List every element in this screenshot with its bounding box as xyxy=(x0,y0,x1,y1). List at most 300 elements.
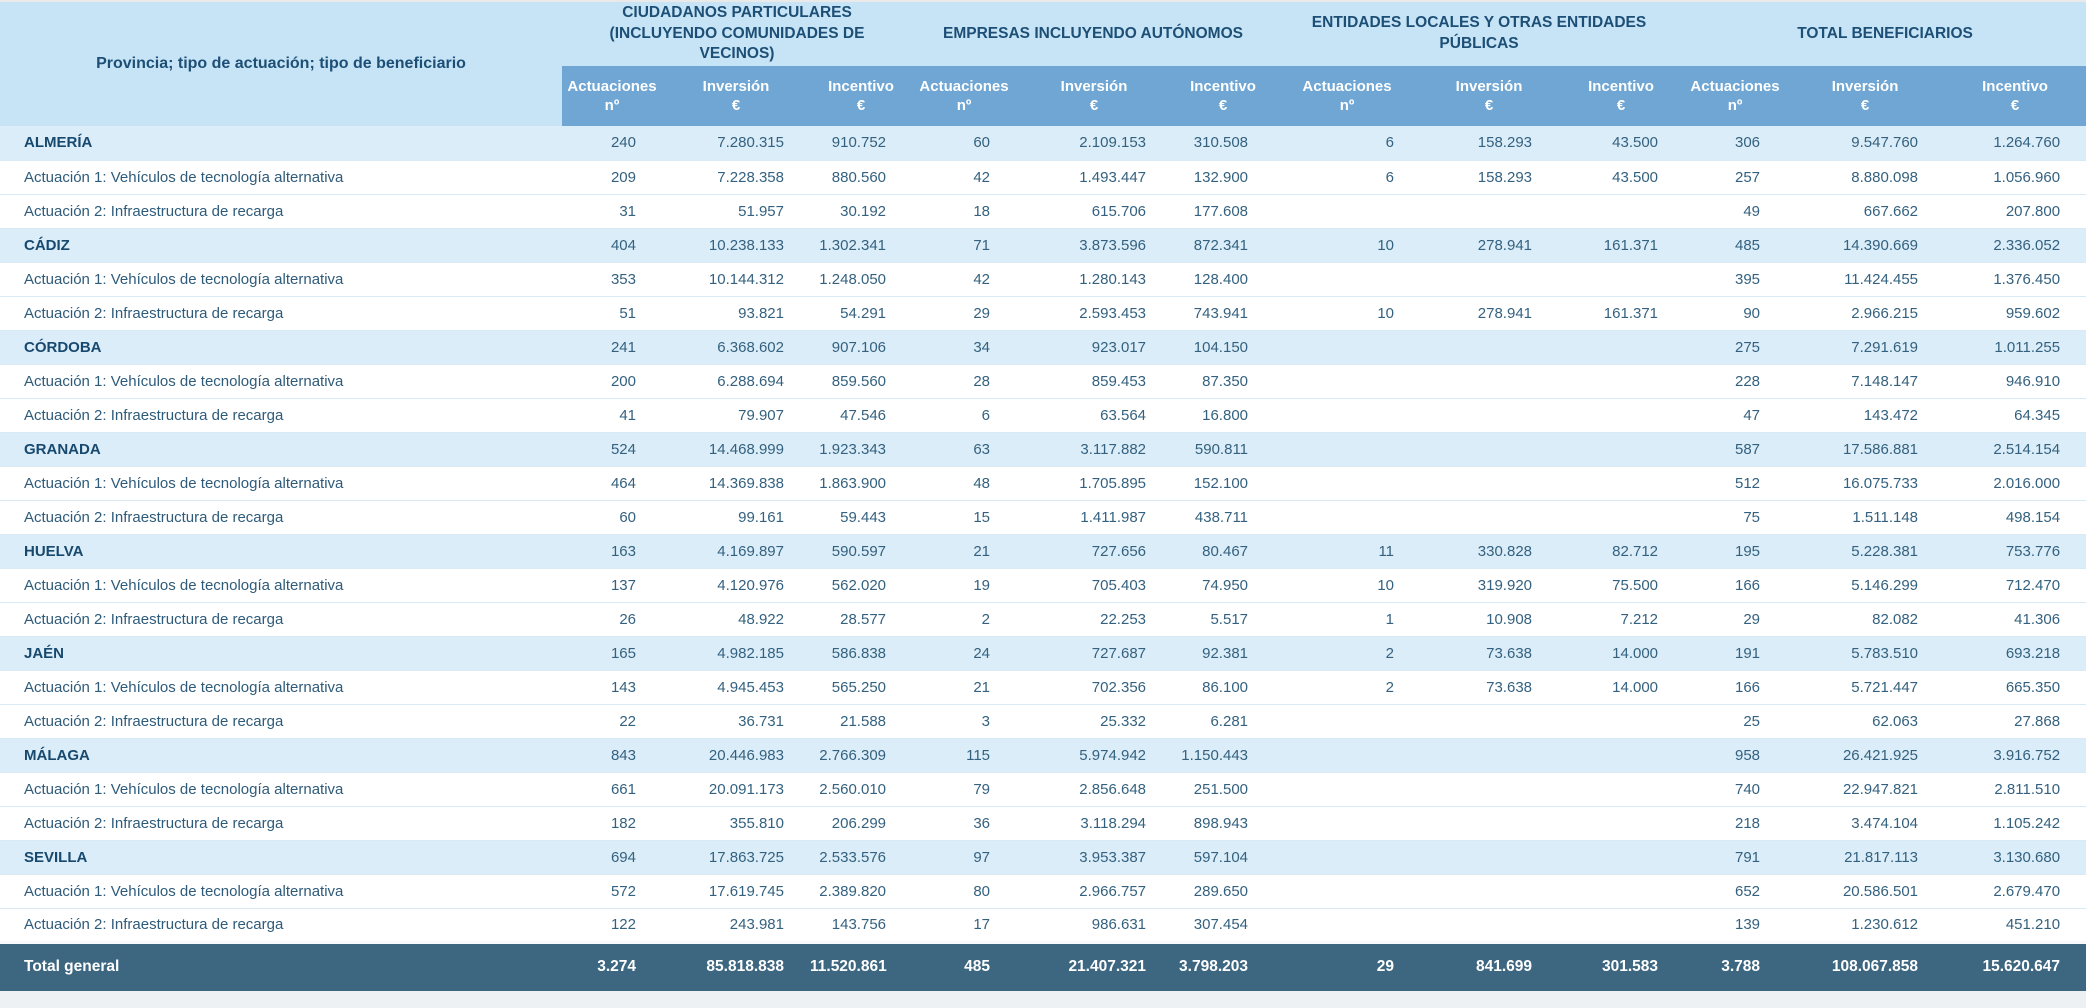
cell: 9.547.760 xyxy=(1786,126,1944,160)
cell xyxy=(1274,704,1420,738)
cell: 14.000 xyxy=(1558,636,1684,670)
cell: 158.293 xyxy=(1420,160,1558,194)
cell: 22 xyxy=(562,704,662,738)
cell: 289.650 xyxy=(1172,874,1274,908)
row-label: Actuación 2: Infraestructura de recarga xyxy=(0,398,562,432)
cell: 11.520.861 xyxy=(810,942,912,991)
row-label: Actuación 2: Infraestructura de recarga xyxy=(0,704,562,738)
cell: 4.945.453 xyxy=(662,670,810,704)
cell: 859.560 xyxy=(810,364,912,398)
cell: 132.900 xyxy=(1172,160,1274,194)
cell: 21 xyxy=(912,534,1016,568)
cell xyxy=(1420,262,1558,296)
cell: 275 xyxy=(1684,330,1786,364)
cell: 20.091.173 xyxy=(662,772,810,806)
cell: 986.631 xyxy=(1016,908,1172,942)
cell: 910.752 xyxy=(810,126,912,160)
cell: 5.721.447 xyxy=(1786,670,1944,704)
cell: 3.916.752 xyxy=(1944,738,2086,772)
subheader-actuaciones-g1: Actuaciones nº xyxy=(562,66,662,126)
cell: 907.106 xyxy=(810,330,912,364)
cell: 10.144.312 xyxy=(662,262,810,296)
row-label: CÁDIZ xyxy=(0,228,562,262)
total-row xyxy=(0,942,2086,991)
cell: 1.511.148 xyxy=(1786,500,1944,534)
cell: 7.148.147 xyxy=(1786,364,1944,398)
cell: 42 xyxy=(912,262,1016,296)
cell: 41.306 xyxy=(1944,602,2086,636)
cell: 19 xyxy=(912,568,1016,602)
cell: 2.966.757 xyxy=(1016,874,1172,908)
cell: 14.369.838 xyxy=(662,466,810,500)
table-row xyxy=(0,670,2086,704)
cell: 209 xyxy=(562,160,662,194)
table-row-sevilla xyxy=(0,840,2086,874)
cell: 587 xyxy=(1684,432,1786,466)
cell: 3.474.104 xyxy=(1786,806,1944,840)
subheader-inversion-g4: Inversión € xyxy=(1786,66,1944,126)
table-row xyxy=(0,466,2086,500)
table-row xyxy=(0,160,2086,194)
cell: 1.230.612 xyxy=(1786,908,1944,942)
cell xyxy=(1274,908,1420,942)
table-header xyxy=(0,2,2086,126)
cell: 152.100 xyxy=(1172,466,1274,500)
table-row-granada xyxy=(0,432,2086,466)
table-row xyxy=(0,568,2086,602)
cell: 47 xyxy=(1684,398,1786,432)
cell: 218 xyxy=(1684,806,1786,840)
cell: 143 xyxy=(562,670,662,704)
cell xyxy=(1558,806,1684,840)
cell: 17.619.745 xyxy=(662,874,810,908)
subheader-inversion-g1: Inversión € xyxy=(662,66,810,126)
cell: 60 xyxy=(562,500,662,534)
cell: 207.800 xyxy=(1944,194,2086,228)
cell: 195 xyxy=(1684,534,1786,568)
cell: 2.766.309 xyxy=(810,738,912,772)
cell: 395 xyxy=(1684,262,1786,296)
cell: 85.818.838 xyxy=(662,942,810,991)
cell: 498.154 xyxy=(1944,500,2086,534)
cell: 51 xyxy=(562,296,662,330)
cell: 1.376.450 xyxy=(1944,262,2086,296)
cell: 87.350 xyxy=(1172,364,1274,398)
cell: 753.776 xyxy=(1944,534,2086,568)
cell: 51.957 xyxy=(662,194,810,228)
cell xyxy=(1420,772,1558,806)
cell: 694 xyxy=(562,840,662,874)
cell: 1.705.895 xyxy=(1016,466,1172,500)
cell: 3.788 xyxy=(1684,942,1786,991)
cell: 880.560 xyxy=(810,160,912,194)
cell xyxy=(1274,330,1420,364)
table-row-jaen xyxy=(0,636,2086,670)
cell xyxy=(1274,466,1420,500)
row-header-label: Provincia; tipo de actuación; tipo de beneficiario xyxy=(0,2,562,126)
cell xyxy=(1558,432,1684,466)
table-row xyxy=(0,704,2086,738)
cell: 17.586.881 xyxy=(1786,432,1944,466)
cell: 48 xyxy=(912,466,1016,500)
cell: 200 xyxy=(562,364,662,398)
cell: 24 xyxy=(912,636,1016,670)
cell: 2.560.010 xyxy=(810,772,912,806)
cell: 2.389.820 xyxy=(810,874,912,908)
cell: 36.731 xyxy=(662,704,810,738)
cell: 562.020 xyxy=(810,568,912,602)
cell: 161.371 xyxy=(1558,228,1684,262)
cell: 355.810 xyxy=(662,806,810,840)
cell: 63 xyxy=(912,432,1016,466)
subheader-inversion-g2: Inversión € xyxy=(1016,66,1172,126)
cell: 21 xyxy=(912,670,1016,704)
cell: 843 xyxy=(562,738,662,772)
cell: 137 xyxy=(562,568,662,602)
cell: 727.656 xyxy=(1016,534,1172,568)
cell: 82.082 xyxy=(1786,602,1944,636)
row-label: Actuación 2: Infraestructura de recarga xyxy=(0,806,562,840)
cell: 615.706 xyxy=(1016,194,1172,228)
cell: 92.381 xyxy=(1172,636,1274,670)
cell: 143.756 xyxy=(810,908,912,942)
cell xyxy=(1558,908,1684,942)
cell xyxy=(1558,398,1684,432)
cell: 15 xyxy=(912,500,1016,534)
cell: 10 xyxy=(1274,296,1420,330)
row-label: Actuación 1: Vehículos de tecnología alternativa xyxy=(0,874,562,908)
cell: 512 xyxy=(1684,466,1786,500)
cell: 712.470 xyxy=(1944,568,2086,602)
cell: 54.291 xyxy=(810,296,912,330)
cell: 49 xyxy=(1684,194,1786,228)
cell xyxy=(1274,738,1420,772)
cell: 958 xyxy=(1684,738,1786,772)
cell: 743.941 xyxy=(1172,296,1274,330)
cell: 3 xyxy=(912,704,1016,738)
column-group-1: CIUDADANOS PARTICULARES (INCLUYENDO COMUNIDADES DE VECINOS) xyxy=(562,2,912,66)
cell: 6 xyxy=(1274,126,1420,160)
cell: 79.907 xyxy=(662,398,810,432)
cell: 15.620.647 xyxy=(1944,942,2086,991)
cell: 565.250 xyxy=(810,670,912,704)
cell: 702.356 xyxy=(1016,670,1172,704)
table-row xyxy=(0,364,2086,398)
cell: 16.075.733 xyxy=(1786,466,1944,500)
row-label: Actuación 2: Infraestructura de recarga xyxy=(0,194,562,228)
cell: 353 xyxy=(562,262,662,296)
cell: 3.798.203 xyxy=(1172,942,1274,991)
cell: 1.923.343 xyxy=(810,432,912,466)
cell: 74.950 xyxy=(1172,568,1274,602)
cell: 28 xyxy=(912,364,1016,398)
cell: 191 xyxy=(1684,636,1786,670)
cell: 438.711 xyxy=(1172,500,1274,534)
row-label: HUELVA xyxy=(0,534,562,568)
cell: 667.662 xyxy=(1786,194,1944,228)
column-group-3: ENTIDADES LOCALES Y OTRAS ENTIDADES PÚBLICAS xyxy=(1274,2,1684,66)
column-group-row xyxy=(0,2,2086,66)
cell: 29 xyxy=(912,296,1016,330)
cell xyxy=(1274,194,1420,228)
cell: 29 xyxy=(1274,942,1420,991)
cell: 2.109.153 xyxy=(1016,126,1172,160)
cell: 740 xyxy=(1684,772,1786,806)
subheader-actuaciones-g4: Actuaciones nº xyxy=(1684,66,1786,126)
cell: 590.597 xyxy=(810,534,912,568)
cell: 586.838 xyxy=(810,636,912,670)
cell xyxy=(1274,364,1420,398)
cell: 6.288.694 xyxy=(662,364,810,398)
cell: 42 xyxy=(912,160,1016,194)
table-row xyxy=(0,296,2086,330)
cell: 36 xyxy=(912,806,1016,840)
subheader-incentivo-g1: Incentivo € xyxy=(810,66,912,126)
cell: 43.500 xyxy=(1558,160,1684,194)
row-label: JAÉN xyxy=(0,636,562,670)
cell: 10.908 xyxy=(1420,602,1558,636)
cell: 5.517 xyxy=(1172,602,1274,636)
cell: 64.345 xyxy=(1944,398,2086,432)
cell xyxy=(1420,364,1558,398)
cell xyxy=(1420,466,1558,500)
cell: 652 xyxy=(1684,874,1786,908)
row-label: GRANADA xyxy=(0,432,562,466)
cell: 2 xyxy=(912,602,1016,636)
cell: 4.982.185 xyxy=(662,636,810,670)
cell xyxy=(1274,874,1420,908)
cell: 1.302.341 xyxy=(810,228,912,262)
cell: 16.800 xyxy=(1172,398,1274,432)
cell: 206.299 xyxy=(810,806,912,840)
cell: 41 xyxy=(562,398,662,432)
cell: 7.280.315 xyxy=(662,126,810,160)
cell: 29 xyxy=(1684,602,1786,636)
cell: 22.947.821 xyxy=(1786,772,1944,806)
cell: 4.120.976 xyxy=(662,568,810,602)
cell xyxy=(1558,704,1684,738)
column-group-4: TOTAL BENEFICIARIOS xyxy=(1684,2,2086,66)
table-body xyxy=(0,126,2086,991)
cell: 451.210 xyxy=(1944,908,2086,942)
cell: 163 xyxy=(562,534,662,568)
cell xyxy=(1558,738,1684,772)
cell xyxy=(1274,500,1420,534)
cell: 2.593.453 xyxy=(1016,296,1172,330)
cell: 319.920 xyxy=(1420,568,1558,602)
cell: 73.638 xyxy=(1420,670,1558,704)
subheader-incentivo-g2: Incentivo € xyxy=(1172,66,1274,126)
row-label: Actuación 1: Vehículos de tecnología alternativa xyxy=(0,262,562,296)
cell: 1.264.760 xyxy=(1944,126,2086,160)
cell: 2.966.215 xyxy=(1786,296,1944,330)
cell: 1.863.900 xyxy=(810,466,912,500)
row-label: Actuación 1: Vehículos de tecnología alternativa xyxy=(0,772,562,806)
cell xyxy=(1558,330,1684,364)
table-row xyxy=(0,602,2086,636)
subheader-incentivo-g3: Incentivo € xyxy=(1558,66,1684,126)
cell: 1 xyxy=(1274,602,1420,636)
cell xyxy=(1420,330,1558,364)
cell: 7.291.619 xyxy=(1786,330,1944,364)
cell: 17.863.725 xyxy=(662,840,810,874)
cell: 22.253 xyxy=(1016,602,1172,636)
cell: 243.981 xyxy=(662,908,810,942)
cell: 82.712 xyxy=(1558,534,1684,568)
cell: 2.514.154 xyxy=(1944,432,2086,466)
cell: 73.638 xyxy=(1420,636,1558,670)
cell: 104.150 xyxy=(1172,330,1274,364)
cell: 166 xyxy=(1684,670,1786,704)
cell: 18 xyxy=(912,194,1016,228)
table-row xyxy=(0,194,2086,228)
cell xyxy=(1558,500,1684,534)
cell: 306 xyxy=(1684,126,1786,160)
cell: 404 xyxy=(562,228,662,262)
row-label: Actuación 1: Vehículos de tecnología alternativa xyxy=(0,466,562,500)
cell: 26.421.925 xyxy=(1786,738,1944,772)
cell xyxy=(1274,432,1420,466)
cell: 27.868 xyxy=(1944,704,2086,738)
cell: 99.161 xyxy=(662,500,810,534)
cell xyxy=(1558,466,1684,500)
cell: 17 xyxy=(912,908,1016,942)
subheader-actuaciones-g3: Actuaciones nº xyxy=(1274,66,1420,126)
cell: 122 xyxy=(562,908,662,942)
row-label: Actuación 2: Infraestructura de recarga xyxy=(0,296,562,330)
table-row-cordoba xyxy=(0,330,2086,364)
cell: 143.472 xyxy=(1786,398,1944,432)
cell: 30.192 xyxy=(810,194,912,228)
cell: 25 xyxy=(1684,704,1786,738)
cell: 26 xyxy=(562,602,662,636)
cell: 2.811.510 xyxy=(1944,772,2086,806)
cell: 597.104 xyxy=(1172,840,1274,874)
table-row-cadiz xyxy=(0,228,2086,262)
cell: 310.508 xyxy=(1172,126,1274,160)
cell xyxy=(1274,398,1420,432)
cell: 34 xyxy=(912,330,1016,364)
table-row xyxy=(0,908,2086,942)
cell: 62.063 xyxy=(1786,704,1944,738)
cell: 7.212 xyxy=(1558,602,1684,636)
cell: 6 xyxy=(1274,160,1420,194)
cell: 21.817.113 xyxy=(1786,840,1944,874)
cell: 1.280.143 xyxy=(1016,262,1172,296)
cell: 14.000 xyxy=(1558,670,1684,704)
cell: 90 xyxy=(1684,296,1786,330)
cell: 307.454 xyxy=(1172,908,1274,942)
cell: 1.411.987 xyxy=(1016,500,1172,534)
table-row-almeria xyxy=(0,126,2086,160)
column-group-2: EMPRESAS INCLUYENDO AUTÓNOMOS xyxy=(912,2,1274,66)
cell: 14.390.669 xyxy=(1786,228,1944,262)
table-row xyxy=(0,500,2086,534)
cell: 1.150.443 xyxy=(1172,738,1274,772)
cell: 3.953.387 xyxy=(1016,840,1172,874)
cell xyxy=(1420,500,1558,534)
row-label: Actuación 1: Vehículos de tecnología alternativa xyxy=(0,568,562,602)
subheader-inversion-g3: Inversión € xyxy=(1420,66,1558,126)
cell: 959.602 xyxy=(1944,296,2086,330)
cell xyxy=(1274,840,1420,874)
cell: 161.371 xyxy=(1558,296,1684,330)
cell: 1.105.242 xyxy=(1944,806,2086,840)
cell xyxy=(1420,840,1558,874)
cell: 63.564 xyxy=(1016,398,1172,432)
cell: 2.016.000 xyxy=(1944,466,2086,500)
cell xyxy=(1420,738,1558,772)
cell xyxy=(1420,908,1558,942)
cell: 21.588 xyxy=(810,704,912,738)
cell: 705.403 xyxy=(1016,568,1172,602)
cell xyxy=(1420,874,1558,908)
cell xyxy=(1558,874,1684,908)
cell: 590.811 xyxy=(1172,432,1274,466)
cell: 14.468.999 xyxy=(662,432,810,466)
cell: 10.238.133 xyxy=(662,228,810,262)
cell: 25.332 xyxy=(1016,704,1172,738)
cell: 1.011.255 xyxy=(1944,330,2086,364)
cell: 1.493.447 xyxy=(1016,160,1172,194)
cell: 301.583 xyxy=(1558,942,1684,991)
cell: 2 xyxy=(1274,636,1420,670)
cell: 59.443 xyxy=(810,500,912,534)
cell: 4.169.897 xyxy=(662,534,810,568)
row-label: Actuación 2: Infraestructura de recarga xyxy=(0,908,562,942)
cell: 228 xyxy=(1684,364,1786,398)
cell: 75 xyxy=(1684,500,1786,534)
cell: 128.400 xyxy=(1172,262,1274,296)
cell: 80.467 xyxy=(1172,534,1274,568)
cell: 278.941 xyxy=(1420,228,1558,262)
cell: 251.500 xyxy=(1172,772,1274,806)
cell: 60 xyxy=(912,126,1016,160)
cell: 11 xyxy=(1274,534,1420,568)
cell: 31 xyxy=(562,194,662,228)
cell: 139 xyxy=(1684,908,1786,942)
cell: 115 xyxy=(912,738,1016,772)
cell: 5.146.299 xyxy=(1786,568,1944,602)
cell: 5.974.942 xyxy=(1016,738,1172,772)
cell: 2.533.576 xyxy=(810,840,912,874)
cell xyxy=(1274,806,1420,840)
row-label: Actuación 1: Vehículos de tecnología alternativa xyxy=(0,364,562,398)
cell: 240 xyxy=(562,126,662,160)
cell: 241 xyxy=(562,330,662,364)
table-row xyxy=(0,398,2086,432)
cell: 693.218 xyxy=(1944,636,2086,670)
subheader-incentivo-g4: Incentivo € xyxy=(1944,66,2086,126)
cell: 80 xyxy=(912,874,1016,908)
cell: 2.856.648 xyxy=(1016,772,1172,806)
table-row xyxy=(0,772,2086,806)
cell xyxy=(1420,432,1558,466)
cell: 330.828 xyxy=(1420,534,1558,568)
cell: 278.941 xyxy=(1420,296,1558,330)
row-label: Actuación 1: Vehículos de tecnología alternativa xyxy=(0,160,562,194)
cell: 5.228.381 xyxy=(1786,534,1944,568)
cell: 86.100 xyxy=(1172,670,1274,704)
cell: 898.943 xyxy=(1172,806,1274,840)
cell: 108.067.858 xyxy=(1786,942,1944,991)
cell: 841.699 xyxy=(1420,942,1558,991)
cell xyxy=(1274,262,1420,296)
cell: 665.350 xyxy=(1944,670,2086,704)
cell: 20.446.983 xyxy=(662,738,810,772)
cell: 464 xyxy=(562,466,662,500)
cell: 47.546 xyxy=(810,398,912,432)
